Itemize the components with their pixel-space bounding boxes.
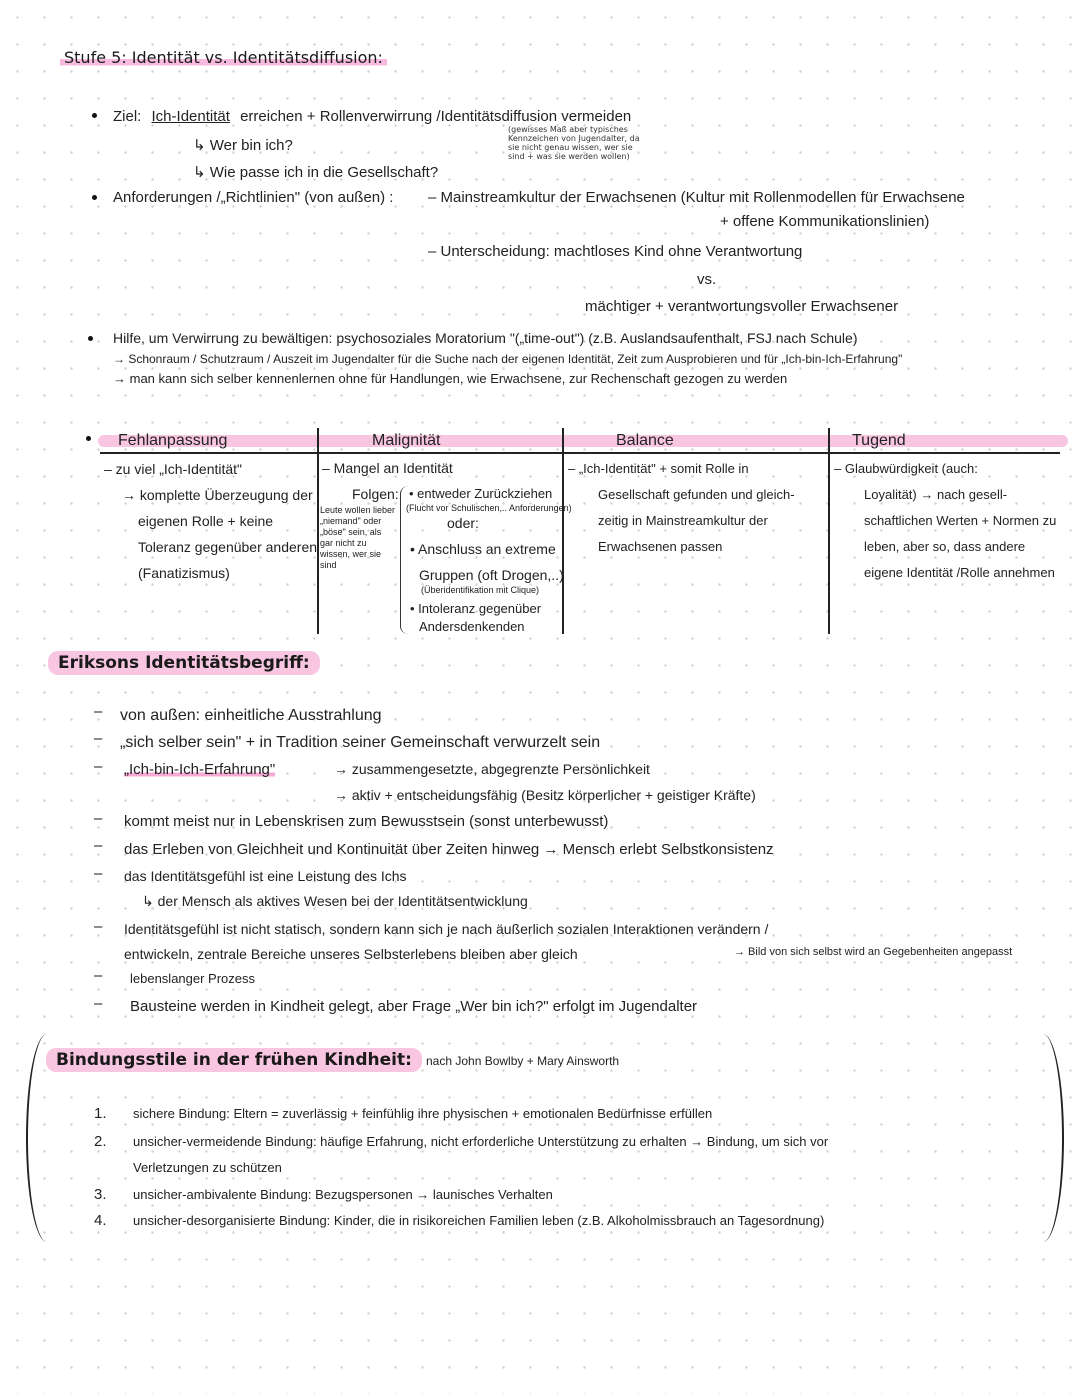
- bindung-item-4: unsicher-desorganisierte Bindung: Kinder, die in risikoreichen Familien leben (z.B. Alkoholmissbrauch an Tagesordnung): [133, 1213, 825, 1228]
- erikson-line-7: Identitätsgefühl ist nicht statisch, sondern kann sich je nach äußerlich sozialen Interaktionen verändern /: [124, 921, 769, 937]
- erikson-line-3a: → zusammengesetzte, abgegrenzte Persönlichkeit: [334, 761, 650, 777]
- cell-balance: – „Ich-Identität" + somit Rolle in Gesellschaft gefunden und gleich- zeitig in Mainstreamkultur der Erwachsenen passen: [568, 461, 795, 554]
- cell-malignitaet-1: – Mangel an Identität: [322, 460, 453, 476]
- dash: –: [94, 918, 103, 935]
- table-header-malignitaet: Malignität: [372, 432, 441, 449]
- bindung-item-3: unsicher-ambivalente Bindung: Bezugspersonen → launisches Verhalten: [133, 1187, 553, 1202]
- bindung-item-2: unsicher-vermeidende Bindung: häufige Erfahrung, nicht erforderliche Unterstützung zu erhalten → Bindung, um sich vor: [133, 1134, 829, 1149]
- question-1: ↳ Wer bin ich?: [193, 137, 293, 154]
- dash: –: [94, 703, 103, 720]
- erikson-line-5: das Erleben von Gleichheit und Kontinuität über Zeiten hinweg → Mensch erlebt Selbstkonsistenz: [124, 841, 774, 858]
- ziel-note: (gewisses Maß aber typisches Kennzeichen von Jugendalter, da sie nicht genau wissen, wer sie sind + was sie werden wollen): [508, 125, 640, 161]
- table-header-tugend: Tugend: [852, 432, 906, 449]
- erikson-line-6a: ↳ der Mensch als aktives Wesen bei der Identitätsentwicklung: [142, 893, 528, 909]
- bindung-num-1: 1.: [94, 1105, 107, 1122]
- cell-malignitaet-a-note: (Flucht vor Schulischen,.. Anforderungen): [406, 503, 572, 513]
- erikson-line-3: „Ich-bin-Ich-Erfahrung": [124, 761, 276, 778]
- anforderungen-1b: + offene Kommunikationslinien): [720, 213, 930, 230]
- bindung-num-4: 4.: [94, 1212, 107, 1229]
- anforderungen-1: – Mainstreamkultur der Erwachsenen (Kultur mit Rollenmodellen für Erwachsene: [428, 189, 965, 206]
- table-header-highlight: [98, 435, 1068, 447]
- ziel-line: [113, 108, 631, 125]
- bindung-num-3: 3.: [94, 1186, 107, 1203]
- cell-malignitaet-c: • Intoleranz gegenüber: [410, 601, 542, 616]
- dash: –: [94, 967, 103, 984]
- section-title-bindung: Bindungsstile in der frühen Kindheit:: [46, 1048, 422, 1072]
- cell-fehlanpassung: – zu viel „Ich-Identität" → komplette Überzeugung der eigenen Rolle + keine Toleranz gegenüber anderen (Fanatizismus): [104, 461, 318, 581]
- bindung-item-1: sichere Bindung: Eltern = zuverlässig + feinfühlig ihre physischen + emotionalen Bedürfnisse erfüllen: [133, 1106, 713, 1121]
- bullet: [86, 436, 91, 441]
- bullet: [92, 195, 97, 200]
- ziel-label: Ziel:: [113, 108, 142, 125]
- cell-malignitaet-c2: Andersdenkenden: [419, 619, 525, 634]
- erikson-line-7b: entwickeln, zentrale Bereiche unseres Selbsterlebens bleiben aber gleich: [124, 946, 578, 962]
- bindung-num-2: 2.: [94, 1133, 107, 1150]
- cell-tugend: – Glaubwürdigkeit (auch: Loyalität) → nach gesell- schaftlichen Werten + Normen zu leben, aber so, dass andere eigene Identität /Rolle annehmen: [834, 461, 1057, 580]
- bindung-item-2b: Verletzungen zu schützen: [133, 1160, 282, 1175]
- right-parenthesis: [1022, 1034, 1064, 1242]
- erikson-line-2: „sich selber sein" + in Tradition seiner Gemeinschaft verwurzelt sein: [120, 734, 601, 751]
- hilfe-2: → man kann sich selber kennenlernen ohne für Handlungen, wie Erwachsene, zur Rechenschaft gezogen zu werden: [113, 371, 788, 386]
- table-header-balance: Balance: [616, 432, 674, 449]
- erikson-line-6: das Identitätsgefühl ist eine Leistung des Ichs: [124, 868, 407, 884]
- cell-malignitaet-b: • Anschluss an extreme: [410, 541, 556, 557]
- dash: –: [94, 810, 103, 827]
- cell-malignitaet-side: Leute wollen lieber „niemand" oder „böse" sein, als gar nicht zu wissen, wer sie sind: [320, 505, 396, 570]
- anforderungen-label: Anforderungen /„Richtlinien" (von außen) :: [113, 189, 394, 206]
- anforderungen-2: – Unterscheidung: machtloses Kind ohne Verantwortung: [428, 243, 803, 260]
- cell-malignitaet-oder: oder:: [447, 515, 479, 531]
- question-2: ↳ Wie passe ich in die Gesellschaft?: [193, 164, 439, 181]
- erikson-line-3b: → aktiv + entscheidungsfähig (Besitz körperlicher + geistiger Kräfte): [334, 787, 756, 803]
- table-divider: [317, 428, 319, 634]
- hilfe-line: Hilfe, um Verwirrung zu bewältigen: psychosoziales Moratorium "(„time-out") (z.B. Auslandsaufenthalt, FSJ nach Schule): [113, 330, 858, 346]
- cell-malignitaet-b2: Gruppen (oft Drogen,..): [419, 567, 564, 583]
- dash: –: [94, 758, 103, 775]
- dash: –: [94, 837, 103, 854]
- ziel-rest: erreichen + Rollenverwirrung /Identitätsdiffusion vermeiden: [240, 108, 632, 125]
- bullet: [92, 113, 97, 118]
- section-title-erikson: Eriksons Identitätsbegriff:: [48, 651, 320, 675]
- erikson-line-8: lebenslanger Prozess: [130, 971, 256, 986]
- ziel-main: Ich-Identität: [151, 108, 230, 125]
- bullet: [88, 336, 93, 341]
- bindung-source: nach John Bowlby + Mary Ainsworth: [426, 1054, 620, 1068]
- table-divider: [562, 428, 564, 634]
- table-header-rule: [100, 452, 1060, 454]
- dash: –: [94, 730, 103, 747]
- table-divider: [828, 428, 830, 634]
- section-title-stufe5: Stufe 5: Identität vs. Identitätsdiffusion:: [60, 48, 387, 67]
- hilfe-1: → Schonraum / Schutzraum / Auszeit im Jugendalter für die Suche nach der eigenen Identität, Zeit zum Ausprobieren und für „Ich-bin-Ich-Erfahrung": [113, 352, 903, 366]
- cell-malignitaet-folgen: Folgen:: [352, 486, 399, 502]
- erikson-line-4: kommt meist nur in Lebenskrisen zum Bewusstsein (sonst unterbewusst): [124, 813, 609, 830]
- erikson-line-1: von außen: einheitliche Ausstrahlung: [120, 707, 382, 724]
- anforderungen-vs: vs.: [697, 271, 717, 288]
- dash: –: [94, 995, 103, 1012]
- dash: –: [94, 865, 103, 882]
- erikson-line-9: Bausteine werden in Kindheit gelegt, aber Frage „Wer bin ich?" erfolgt im Jugendalter: [130, 998, 698, 1015]
- cell-malignitaet-b-note: (Überidentifikation mit Clique): [421, 585, 540, 595]
- erikson-line-7c: → Bild von sich selbst wird an Gegebenheiten angepasst: [734, 946, 1013, 958]
- cell-malignitaet-a: • entweder Zurückziehen: [409, 486, 553, 501]
- anforderungen-3: mächtiger + verantwortungsvoller Erwachsener: [585, 298, 899, 315]
- table-header-fehlanpassung: Fehlanpassung: [118, 432, 228, 449]
